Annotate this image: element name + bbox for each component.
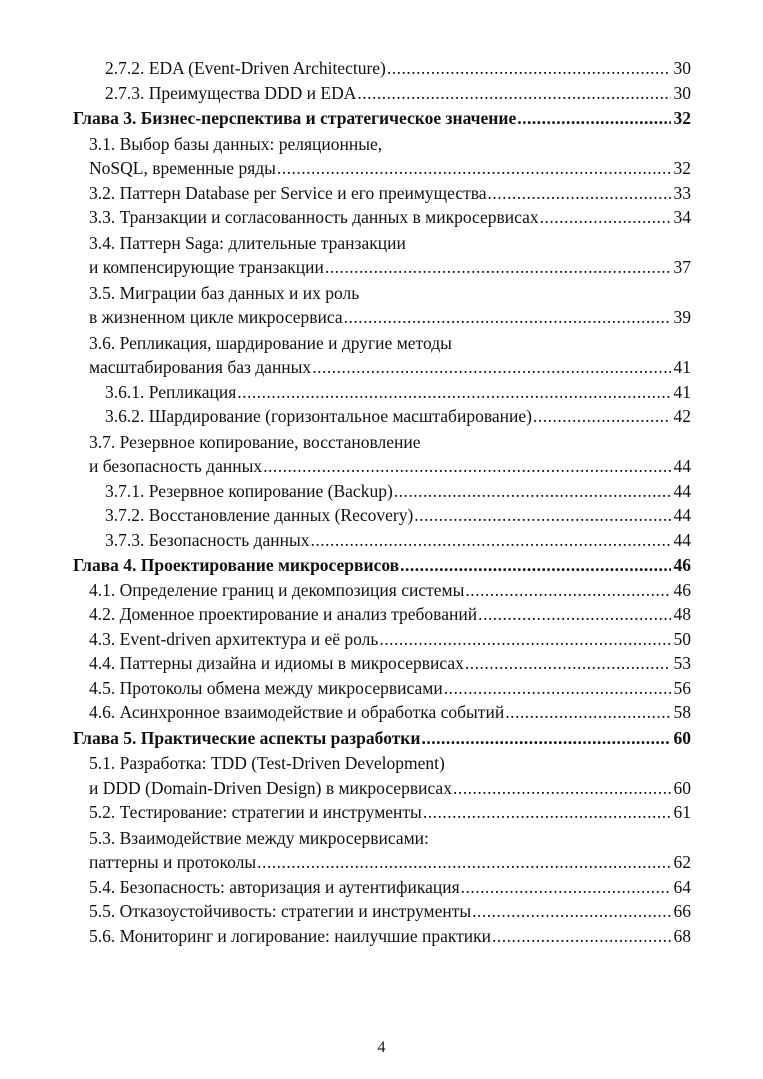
dot-leader bbox=[505, 700, 670, 725]
toc-entry-line bbox=[89, 676, 691, 701]
toc-page-number: 60 bbox=[673, 727, 691, 748]
toc-entry-line bbox=[105, 479, 691, 504]
toc-subsection-entry bbox=[73, 503, 691, 528]
toc-page-number: 44 bbox=[673, 529, 691, 550]
toc-subsection-entry bbox=[73, 404, 691, 429]
toc-entry-line bbox=[89, 651, 691, 676]
toc-entry-line bbox=[105, 528, 691, 553]
toc-page-number: 61 bbox=[673, 802, 691, 822]
toc-page-number: 30 bbox=[673, 58, 691, 78]
toc-entry-title-line: 3.6. Репликация, шардирование и другие методы bbox=[89, 332, 452, 353]
toc-section-entry bbox=[73, 205, 691, 230]
dot-leader bbox=[465, 578, 670, 603]
toc-page-number: 64 bbox=[673, 876, 691, 897]
dot-leader bbox=[387, 56, 671, 81]
toc-subsection-entry bbox=[73, 479, 691, 504]
toc-page-number: 46 bbox=[673, 555, 691, 575]
toc-entry-line bbox=[89, 205, 691, 230]
table-of-contents bbox=[73, 56, 691, 948]
toc-page-number: 44 bbox=[673, 456, 691, 476]
toc-entry-title: и компенсирующие транзакции bbox=[89, 255, 325, 280]
dot-leader bbox=[465, 651, 671, 676]
toc-entry-title-line: 3.1. Выбор базы данных: реляционные, bbox=[89, 133, 383, 154]
toc-section-entry bbox=[73, 676, 691, 701]
toc-entry-line bbox=[89, 578, 691, 603]
toc-entry-title: Глава 5. Практические аспекты разработки bbox=[73, 726, 421, 751]
toc-page-number: 39 bbox=[673, 307, 691, 327]
toc-section-entry bbox=[73, 430, 691, 479]
toc-section-entry bbox=[73, 899, 691, 924]
dot-leader bbox=[257, 850, 670, 875]
toc-entry-title: 3.7.3. Безопасность данных bbox=[105, 528, 310, 553]
toc-page-number: 30 bbox=[673, 82, 691, 103]
toc-page-number: 46 bbox=[673, 579, 691, 600]
toc-entry-title: 2.7.3. Преимущества DDD и EDA bbox=[105, 81, 357, 106]
toc-entry-line bbox=[89, 627, 691, 652]
toc-entry-title: 3.6.1. Репликация bbox=[105, 380, 237, 405]
toc-entry-line bbox=[73, 553, 691, 578]
toc-section-entry bbox=[73, 331, 691, 380]
dot-leader bbox=[344, 305, 671, 330]
toc-entry-line bbox=[105, 56, 691, 81]
toc-entry-title: 3.7.2. Восстановление данных (Recovery) bbox=[105, 503, 414, 528]
toc-subsection-entry bbox=[73, 81, 691, 106]
toc-entry-title: 4.3. Event-driven архитектура и её роль bbox=[89, 627, 379, 652]
dot-leader bbox=[461, 875, 671, 900]
toc-entry-title: Глава 4. Проектирование микросервисов bbox=[73, 553, 400, 578]
toc-section-entry bbox=[73, 231, 691, 280]
toc-entry-title: NoSQL, временные ряды bbox=[89, 156, 277, 181]
toc-entry-title: и безопасность данных bbox=[89, 454, 263, 479]
dot-leader bbox=[472, 899, 670, 924]
dot-leader bbox=[488, 181, 671, 206]
dot-leader bbox=[414, 503, 670, 528]
dot-leader bbox=[237, 380, 670, 405]
toc-entry-title: масштабирования баз данных bbox=[89, 355, 312, 380]
toc-page-number: 44 bbox=[673, 480, 691, 501]
toc-entry-line bbox=[105, 404, 691, 429]
toc-page-number: 58 bbox=[673, 702, 691, 722]
toc-entry-line bbox=[89, 602, 691, 627]
toc-subsection-entry bbox=[73, 56, 691, 81]
toc-entry-title-line: 5.3. Взаимодействие между микросервисами: bbox=[89, 827, 429, 848]
dot-leader bbox=[478, 602, 670, 627]
toc-entry-title-line: 5.1. Разработка: TDD (Test-Driven Development) bbox=[89, 753, 445, 773]
dot-leader bbox=[357, 81, 670, 106]
toc-page-number: 62 bbox=[673, 852, 691, 872]
toc-entry-line bbox=[89, 355, 691, 380]
dot-leader bbox=[325, 255, 671, 280]
toc-entry-title: 5.4. Безопасность: авторизация и аутентификация bbox=[89, 875, 461, 900]
toc-entry-line bbox=[89, 156, 691, 181]
toc-page-number: 68 bbox=[673, 925, 691, 946]
toc-page-number: 56 bbox=[673, 677, 691, 698]
toc-entry-line bbox=[89, 776, 691, 801]
toc-entry-line bbox=[89, 181, 691, 206]
toc-chapter-entry bbox=[73, 553, 691, 578]
toc-entry-title: в жизненном цикле микросервиса bbox=[89, 305, 344, 330]
toc-entry-line bbox=[89, 305, 691, 330]
dot-leader bbox=[379, 627, 670, 652]
toc-entry-title: 4.5. Протоколы обмена между микросервисами bbox=[89, 676, 444, 701]
dot-leader bbox=[517, 106, 670, 131]
toc-page-number: 53 bbox=[673, 653, 691, 673]
dot-leader bbox=[277, 156, 671, 181]
toc-section-entry bbox=[73, 651, 691, 676]
toc-section-entry bbox=[73, 281, 691, 330]
page-number: 4 bbox=[377, 1039, 386, 1056]
toc-entry-title: 4.1. Определение границ и декомпозиция системы bbox=[89, 578, 465, 603]
toc-entry-title: 4.6. Асинхронное взаимодействие и обработка событий bbox=[89, 700, 505, 725]
dot-leader bbox=[400, 553, 670, 578]
toc-entry-line bbox=[89, 899, 691, 924]
toc-entry-line bbox=[89, 255, 691, 280]
toc-entry-line bbox=[89, 700, 691, 725]
toc-entry-title: 5.5. Отказоустойчивость: стратегии и инструменты bbox=[89, 899, 472, 924]
toc-entry-title: и DDD (Domain-Driven Design) в микросервисах bbox=[89, 776, 453, 801]
toc-entry-title-line: 3.4. Паттерн Saga: длительные транзакции bbox=[89, 232, 406, 253]
toc-page-number: 42 bbox=[673, 406, 691, 426]
dot-leader bbox=[312, 355, 670, 380]
toc-entry-title: паттерны и протоколы bbox=[89, 850, 257, 875]
dot-leader bbox=[394, 479, 671, 504]
toc-chapter-entry bbox=[73, 106, 691, 131]
toc-entry-title: 3.2. Паттерн Database per Service и его преимущества bbox=[89, 181, 488, 206]
toc-page-number: 50 bbox=[673, 628, 691, 649]
dot-leader bbox=[444, 676, 671, 701]
toc-entry-line bbox=[89, 454, 691, 479]
toc-section-entry bbox=[73, 578, 691, 603]
toc-page-number: 44 bbox=[673, 505, 691, 525]
toc-entry-title: 2.7.2. EDA (Event-Driven Architecture) bbox=[105, 56, 387, 81]
dot-leader bbox=[533, 404, 671, 429]
toc-section-entry bbox=[73, 924, 691, 949]
toc-page-number: 32 bbox=[673, 108, 691, 128]
toc-section-entry bbox=[73, 800, 691, 825]
dot-leader bbox=[263, 454, 670, 479]
toc-page-number: 32 bbox=[673, 158, 691, 178]
toc-section-entry bbox=[73, 181, 691, 206]
toc-page-number: 66 bbox=[673, 901, 691, 921]
dot-leader bbox=[453, 776, 671, 801]
toc-entry-line bbox=[89, 800, 691, 825]
toc-entry-title: 3.7.1. Резервное копирование (Backup) bbox=[105, 479, 394, 504]
toc-section-entry bbox=[73, 700, 691, 725]
toc-page-number: 41 bbox=[673, 381, 691, 402]
toc-page-number: 41 bbox=[673, 357, 691, 377]
toc-entry-title: 5.6. Мониторинг и логирование: наилучшие практики bbox=[89, 924, 492, 949]
toc-entry-title: 4.4. Паттерны дизайна и идиомы в микросервисах bbox=[89, 651, 465, 676]
toc-entry-line bbox=[105, 380, 691, 405]
toc-section-entry bbox=[73, 826, 691, 875]
toc-entry-line bbox=[73, 106, 691, 131]
dot-leader bbox=[421, 726, 670, 751]
dot-leader bbox=[423, 800, 671, 825]
toc-section-entry bbox=[73, 627, 691, 652]
toc-page-number: 48 bbox=[673, 604, 691, 624]
toc-entry-line bbox=[105, 81, 691, 106]
dot-leader bbox=[492, 924, 670, 949]
toc-entry-line bbox=[89, 875, 691, 900]
toc-subsection-entry bbox=[73, 380, 691, 405]
toc-entry-title: Глава 3. Бизнес-перспектива и стратегическое значение bbox=[73, 106, 517, 131]
toc-page-number: 37 bbox=[673, 257, 691, 277]
toc-page-number: 33 bbox=[673, 182, 691, 203]
dot-leader bbox=[310, 528, 670, 553]
toc-entry-line bbox=[89, 924, 691, 949]
toc-section-entry bbox=[73, 751, 691, 800]
toc-entry-line bbox=[89, 850, 691, 875]
toc-page-number: 60 bbox=[673, 777, 691, 798]
toc-entry-title-line: 3.5. Миграции баз данных и их роль bbox=[89, 282, 360, 303]
toc-entry-title: 4.2. Доменное проектирование и анализ требований bbox=[89, 602, 478, 627]
toc-entry-title: 3.6.2. Шардирование (горизонтальное масштабирование) bbox=[105, 404, 533, 429]
toc-entry-line bbox=[73, 726, 691, 751]
toc-section-entry bbox=[73, 602, 691, 627]
toc-entry-line bbox=[105, 503, 691, 528]
toc-entry-title-line: 3.7. Резервное копирование, восстановление bbox=[89, 431, 421, 452]
toc-subsection-entry bbox=[73, 528, 691, 553]
toc-section-entry bbox=[73, 875, 691, 900]
dot-leader bbox=[540, 205, 671, 230]
toc-page-number: 34 bbox=[673, 207, 691, 227]
toc-section-entry bbox=[73, 132, 691, 181]
toc-chapter-entry bbox=[73, 726, 691, 751]
toc-entry-title: 5.2. Тестирование: стратегии и инструменты bbox=[89, 800, 423, 825]
toc-entry-title: 3.3. Транзакции и согласованность данных в микросервисах bbox=[89, 205, 540, 230]
